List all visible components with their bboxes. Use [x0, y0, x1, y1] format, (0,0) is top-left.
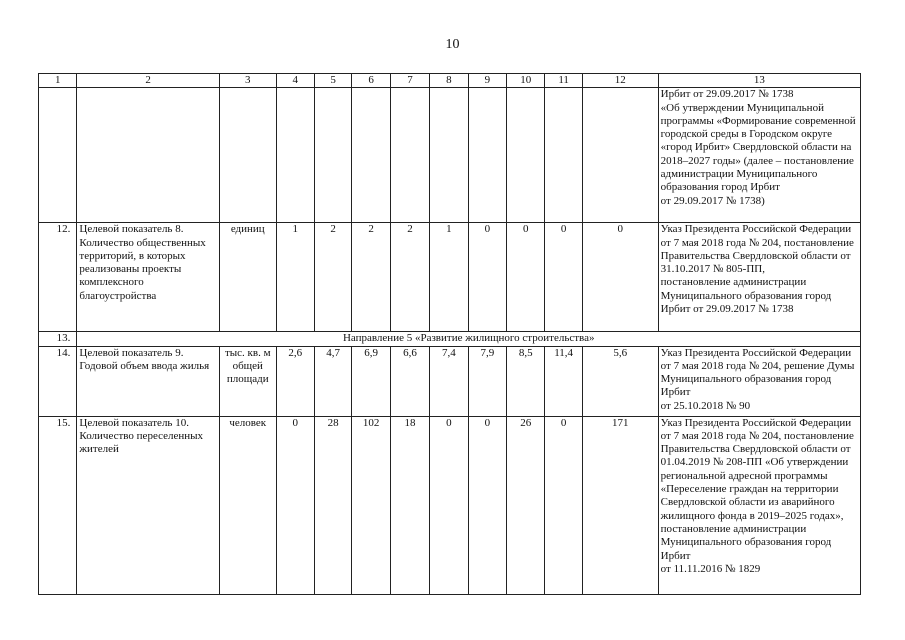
- table-row: [39, 346, 861, 416]
- value-cell: 11,4: [545, 346, 582, 416]
- row-number: 12.: [39, 223, 77, 332]
- value-cell: 0: [507, 223, 545, 332]
- unit-cell: единиц: [219, 223, 276, 332]
- header-cell: 10: [507, 74, 545, 88]
- value-cell: 0: [545, 223, 582, 332]
- page-number: 10: [445, 37, 460, 52]
- header-cell: 5: [314, 74, 351, 88]
- indicator-name: Целевой показатель 8. Количество общественных территорий, в которых реализованы проекты комплексного благоустройства: [77, 223, 220, 332]
- section-heading: Направление 5 «Развитие жилищного строительства»: [77, 332, 861, 346]
- header-cell: 3: [219, 74, 276, 88]
- value-cell: 7,4: [430, 346, 468, 416]
- header-cell: 1: [39, 74, 77, 88]
- header-cell: 13: [658, 74, 860, 88]
- value-cell: 28: [314, 416, 351, 594]
- header-cell: 7: [390, 74, 429, 88]
- legal-basis-cell: Указ Президента Российской Федерации от 7 мая 2018 года № 204, постановление Правительства Свердловской области от 31.10.2017 № 805-ПП, постановление администрации Муниципального образования город Ирбит от 29.09.2017 № 1738: [658, 223, 860, 332]
- table-row: [39, 416, 861, 594]
- header-cell: 6: [352, 74, 390, 88]
- table-row: [39, 88, 861, 223]
- table-row: [39, 332, 861, 346]
- value-cell: 26: [507, 416, 545, 594]
- row-number: 14.: [39, 346, 77, 416]
- value-cell: 0: [430, 416, 468, 594]
- value-cell: 0: [468, 416, 506, 594]
- header-cell: 11: [545, 74, 582, 88]
- value-cell: 2: [352, 223, 390, 332]
- value-cell: 5,6: [582, 346, 658, 416]
- value-cell: 6,9: [352, 346, 390, 416]
- legal-basis-cell: Указ Президента Российской Федерации от 7 мая 2018 года № 204, решение Думы Муниципального образования город Ирбит от 25.10.2018 № 90: [658, 346, 860, 416]
- row-number: 15.: [39, 416, 77, 594]
- value-cell: 2: [390, 223, 429, 332]
- legal-basis-cell: Указ Президента Российской Федерации от 7 мая 2018 года № 204, постановление Правительства Свердловской области от 01.04.2019 № 208-ПП «Об утверждении региональной адресной программы «Переселение граждан на территории Свердловской области из аварийного жилищного фонда в 2019–2025 годах», постановление администрации Муниципального образования город Ирбит от 11.11.2016 № 1829: [658, 416, 860, 594]
- indicator-name: Целевой показатель 10. Количество переселенных жителей: [77, 416, 220, 594]
- legal-basis-cell: Ирбит от 29.09.2017 № 1738 «Об утверждении Муниципальной программы «Формирование современной городской среды в Городском округе «город Ирбит» Свердловской области на 2018–2027 годы» (далее – постановление администрации Муниципального образования город Ирбит от 29.09.2017 № 1738): [658, 88, 860, 223]
- value-cell: 2,6: [276, 346, 314, 416]
- value-cell: 4,7: [314, 346, 351, 416]
- header-cell: 8: [430, 74, 468, 88]
- indicators-table: [38, 73, 861, 595]
- row-number: 13.: [39, 332, 77, 346]
- value-cell: 171: [582, 416, 658, 594]
- value-cell: 8,5: [507, 346, 545, 416]
- value-cell: 2: [314, 223, 351, 332]
- value-cell: 0: [276, 416, 314, 594]
- unit-cell: человек: [219, 416, 276, 594]
- header-cell: 2: [77, 74, 220, 88]
- header-cell: 12: [582, 74, 658, 88]
- value-cell: 0: [545, 416, 582, 594]
- value-cell: 0: [582, 223, 658, 332]
- indicator-name: Целевой показатель 9. Годовой объем ввода жилья: [77, 346, 220, 416]
- header-cell: 9: [468, 74, 506, 88]
- unit-cell: тыс. кв. м общей площади: [219, 346, 276, 416]
- value-cell: 18: [390, 416, 429, 594]
- value-cell: 7,9: [468, 346, 506, 416]
- value-cell: 0: [468, 223, 506, 332]
- value-cell: 1: [276, 223, 314, 332]
- header-row: [39, 74, 861, 88]
- value-cell: 6,6: [390, 346, 429, 416]
- value-cell: 102: [352, 416, 390, 594]
- table-row: [39, 223, 861, 332]
- header-cell: 4: [276, 74, 314, 88]
- value-cell: 1: [430, 223, 468, 332]
